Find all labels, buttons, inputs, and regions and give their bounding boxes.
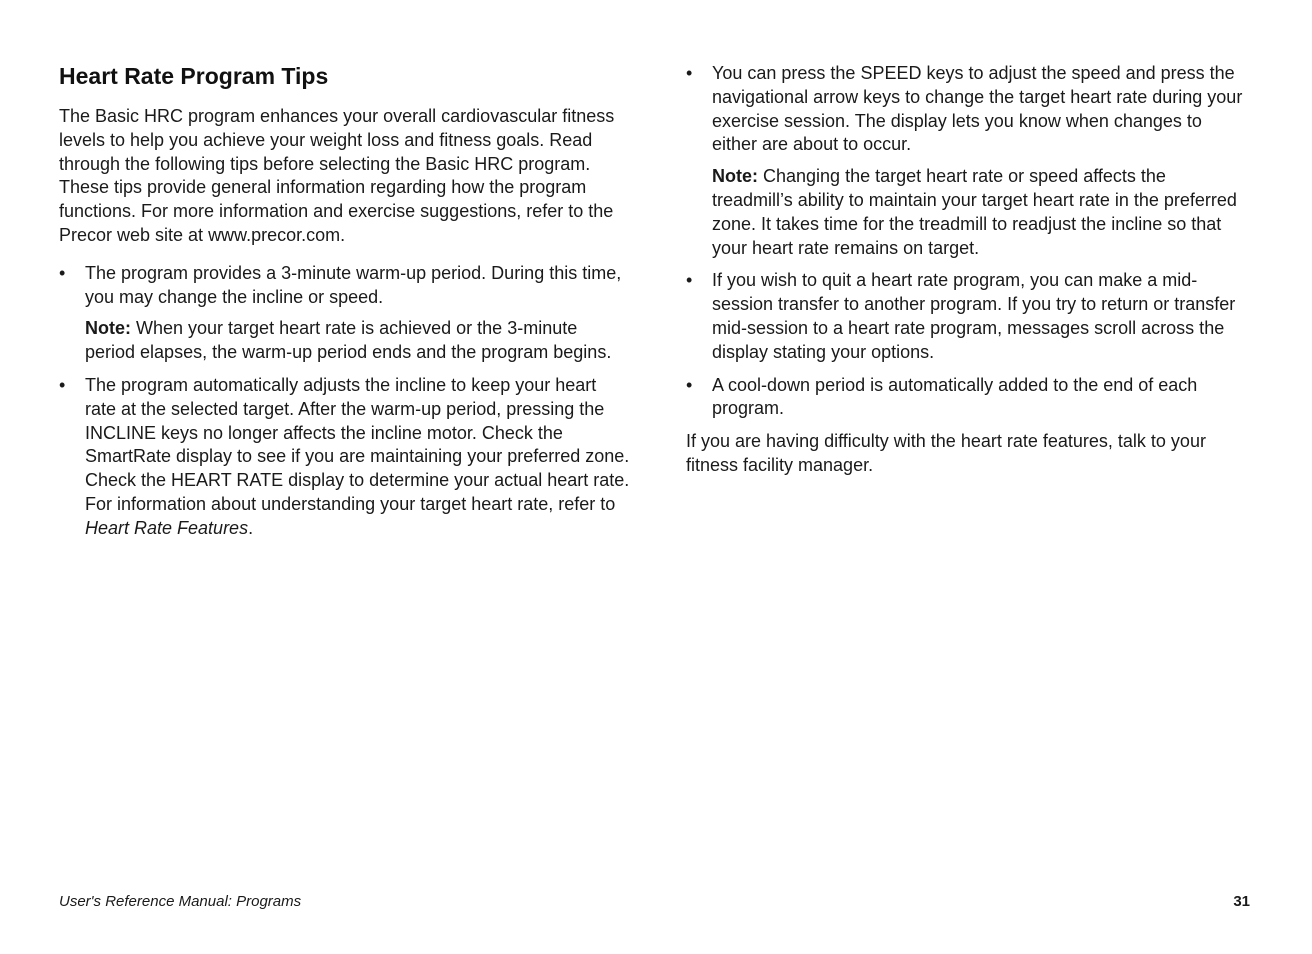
note-text: Changing the target heart rate or speed affects the treadmill’s ability to maintain your target heart rate in the preferred zone. It takes time for the treadmill to readjust the incline so that your heart rate remains on target. bbox=[712, 166, 1237, 258]
list-item bbox=[59, 374, 631, 541]
bullet-icon: • bbox=[686, 374, 693, 395]
bullet-text: The program provides a 3-minute warm-up period. During this time, you may change the incline or speed. bbox=[85, 262, 622, 307]
list-item bbox=[686, 269, 1244, 364]
right-column bbox=[686, 62, 1244, 478]
closing-paragraph: If you are having difficulty with the heart rate features, talk to your fitness facility manager. bbox=[686, 431, 1206, 475]
bullet-text-tail: . bbox=[248, 517, 254, 538]
footer-page-number: 31 bbox=[1233, 893, 1250, 910]
bullet-icon: • bbox=[686, 63, 693, 83]
intro-paragraph: The Basic HRC program enhances your overall cardiovascular fitness levels to help you achieve your weight loss and fitness goals. Read through the following tips before selecting the Basic HRC program. These tips provide general information regarding how the program functions. For more information and exercise suggestions, refer to the Precor web site at www.precor.com. bbox=[59, 106, 615, 245]
list-item bbox=[686, 62, 1244, 260]
list-item bbox=[686, 374, 1244, 422]
footer-manual-title: User's Reference Manual: Programs bbox=[59, 893, 302, 910]
bullet-icon: • bbox=[686, 270, 693, 291]
bullet-text: You can press the SPEED keys to adjust the speed and press the navigational arrow keys to change the target heart rate during your exercise session. The display lets you know when changes to either are about to occur. bbox=[712, 63, 1243, 155]
bullet-text bbox=[85, 374, 631, 541]
list-item bbox=[59, 262, 631, 365]
cross-reference: Heart Rate Features bbox=[85, 517, 249, 538]
note-label: Note: bbox=[712, 166, 758, 187]
note-paragraph bbox=[85, 317, 631, 365]
note-text: When your target heart rate is achieved or the 3-minute period elapses, the warm-up period ends and the program begins. bbox=[85, 318, 612, 363]
bullet-text: A cool-down period is automatically added to the end of each program. bbox=[712, 374, 1198, 419]
note-label: Note: bbox=[85, 318, 131, 339]
left-column bbox=[59, 62, 631, 550]
bullet-icon: • bbox=[59, 374, 66, 395]
note-paragraph bbox=[712, 165, 1244, 260]
bullet-text: If you wish to quit a heart rate program, you can make a mid-session transfer to another program. If you try to return or transfer mid-session to a heart rate program, messages scroll across the display stating your options. bbox=[712, 270, 1236, 362]
bullet-text-main: The program automatically adjusts the incline to keep your heart rate at the selected target. After the warm-up period, pressing the INCLINE keys no longer affects the incline motor. Check the SmartRate display to see if you are maintaining your preferred zone. Check the HEART RATE display to determine your actual heart rate. For information about understanding your target heart rate, refer to bbox=[85, 374, 630, 514]
bullet-icon: • bbox=[59, 262, 66, 283]
page-title: Heart Rate Program Tips bbox=[59, 63, 329, 89]
